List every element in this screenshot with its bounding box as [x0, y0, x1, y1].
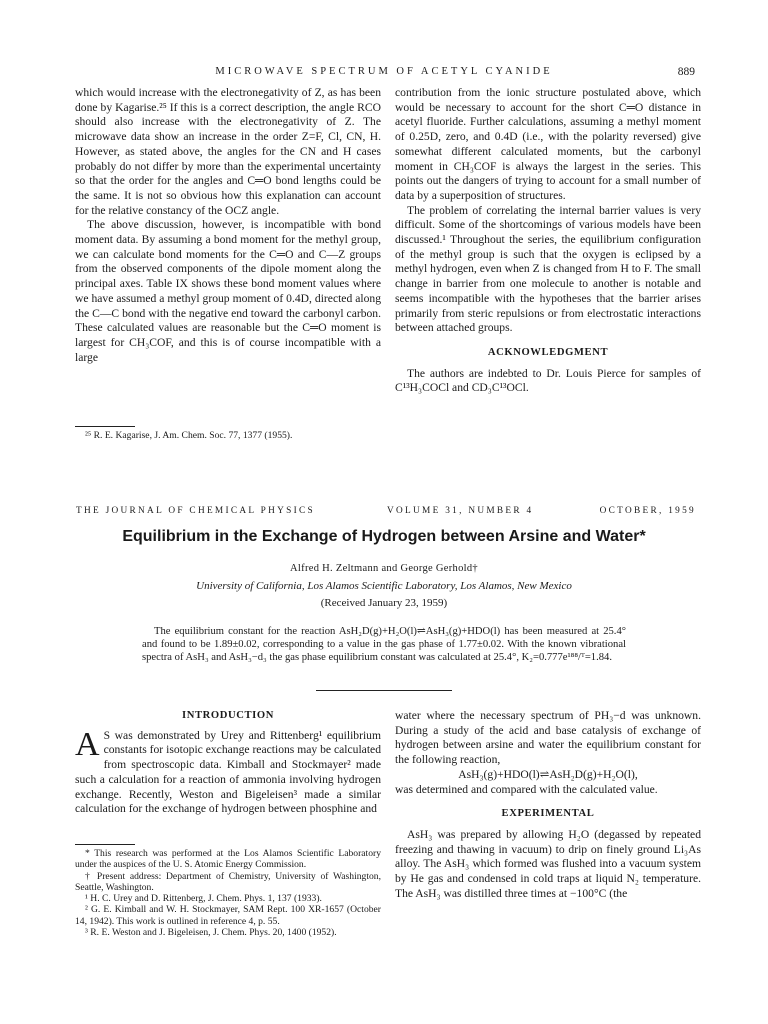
prev-article-column-2 — [395, 86, 701, 396]
footnote-rule — [75, 844, 135, 845]
paragraph: was determined and compared with the calculated value. — [395, 782, 658, 796]
acknowledgment-heading: ACKNOWLEDGMENT — [487, 346, 609, 358]
drop-cap: A — [75, 725, 100, 763]
journal-volume: VOLUME 31, NUMBER 4 — [387, 506, 534, 516]
footnotes — [75, 848, 381, 938]
running-head: MICROWAVE SPECTRUM OF ACETYL CYANIDE — [215, 66, 553, 77]
footnote: * This research was performed at the Los Alamos Scientific Laboratory under the auspices of the U. S. Atomic Energy Commission. — [75, 848, 381, 871]
page-number: 889 — [677, 66, 695, 78]
affiliation: University of California, Los Alamos Scientific Laboratory, Los Alamos, New Mexico — [196, 580, 572, 592]
introduction-heading: INTRODUCTION — [182, 710, 274, 721]
introduction-text: A S was demonstrated by Urey and Rittenberg¹ equilibrium constants for isotopic exchange reactions may be calculated from spectroscopic data. Kimball and Stockmayer² made such a calculation for a reaction of ammonia involving hydrogen exchange. Recently, Weston and Bigeleisen³ made a similar calculation for the exchange of hydrogen between phosphine and — [75, 725, 381, 816]
paragraph: water where the necessary spectrum of PH₃−d was unknown. During a study of the acid and base catalysis of exchange of hydrogen between arsine and water the equilibrium constant for the following reaction, — [395, 709, 701, 767]
journal-date: OCTOBER, 1959 — [599, 506, 696, 516]
paragraph: The above discussion, however, is incompatible with bond moment data. By assuming a bond moment for the methyl group, we can calculate bond moments for the C═O and C—Z groups from the observed components of the dipole moment along the principal axes. Table IX shows these bond moment values where we have assumed a methyl group moment of 0.4D, directed along the C—C bond with the negative end toward the carbonyl carbon. These calculated values are reasonable but the C═O moment is largest for CH₃COF, and this is of course incompatible with a large — [75, 218, 381, 364]
footnote: ²⁵ R. E. Kagarise, J. Am. Chem. Soc. 77, 1377 (1955). — [85, 430, 293, 441]
footnote-rule — [75, 426, 135, 427]
journal-name: THE JOURNAL OF CHEMICAL PHYSICS — [76, 506, 316, 516]
experimental-heading: EXPERIMENTAL — [501, 808, 595, 820]
article-column-2 — [395, 709, 701, 901]
abstract: The equilibrium constant for the reaction AsH₂D(g)+H₂O(l)⇌AsH₃(g)+HDO(l) has been measured at 25.4° and found to be 1.89±0.02, corresponding to a value in the gas phase of 1.77±0.02. With the known vibrational spectra of AsH₃ and AsH₃−d₃ the gas phase equilibrium constant was calculated at 25.4°, K₂=0.777e¹⁸⁸/ᵀ=1.84. — [142, 626, 626, 663]
abstract-rule — [316, 690, 452, 691]
footnote: ¹ H. C. Urey and D. Rittenberg, J. Chem. Phys. 1, 137 (1933). — [85, 893, 322, 905]
prev-article-column-1 — [75, 86, 381, 365]
authors: Alfred H. Zeltmann and George Gerhold† — [290, 563, 478, 574]
article-column-1 — [75, 709, 381, 817]
article-title: Equilibrium in the Exchange of Hydrogen between Arsine and Water* — [122, 528, 646, 545]
paragraph: The problem of correlating the internal barrier values is very difficult. Some of the shortcomings of various models have been discussed.¹ Throughout the series, the equilibrium configuration of the methyl group is such that the oxygen is eclipsed by a methyl hydrogen, even when Z is changed from H to F. The small change in barrier from one molecule to another is notable and seems incompatible with the hypotheses that the barrier arises primarily from steric repulsions or from electrostatic interactions between attached groups. — [395, 203, 701, 335]
received-date: (Received January 23, 1959) — [320, 597, 448, 609]
footnote: † Present address: Department of Chemistry, University of Washington, Seattle, Washington. — [75, 870, 381, 893]
paragraph: contribution from the ionic structure postulated above, which would be necessary to account for the short C═O distance in acetyl fluoride. Further calculations, assuming a methyl moment of 0.25D, zero, and 0.4D (i.e., with the polarity reversed) give somewhat different calculated moments, but the carbonyl moment in CH₃COF is always the largest in the series. This points out the dangers of trying to account for a small number of data by a superposition of structures. — [395, 86, 701, 202]
acknowledgment-text: The authors are indebted to Dr. Louis Pierce for samples of C¹³H₃COCl and CD₃C¹³OCl. — [395, 366, 701, 395]
footnote: ³ R. E. Weston and J. Bigeleisen, J. Chem. Phys. 20, 1400 (1952). — [85, 927, 337, 939]
footnote: ² G. E. Kimball and W. H. Stockmayer, SAM Rept. 100 XR-1657 (October 14, 1942). This work is outlined in reference 4, p. 55. — [75, 904, 381, 927]
experimental-text: AsH₃ was prepared by allowing H₂O (degassed by repeated freezing and thawing in vacuum) to drip on finely ground Li₃As alloy. The AsH₃ which formed was flushed into a vacuum system by He gas and condensed in cold traps at liquid N₂ temperature. The AsH₃ was distilled three times at −100°C (the — [395, 827, 701, 900]
equation: AsH₃(g)+HDO(l)⇌AsH₂D(g)+H₂O(l), — [458, 767, 638, 781]
paragraph: which would increase with the electronegativity of Z, as has been done by Kagarise.²⁵ If this is a correct description, the angle RCO should also increase with the electronegativity of Z. The microwave data show an increase in the order Z=F, Cl, CN, H. However, as stated above, the angles for the CN and H cases probably do not differ by more than the experimental uncertainty so that the order for the angles and C═O bond lengths could be the same. It is not so obvious how this explanation can account for the relative constancy of the OCZ angle. — [75, 86, 381, 217]
